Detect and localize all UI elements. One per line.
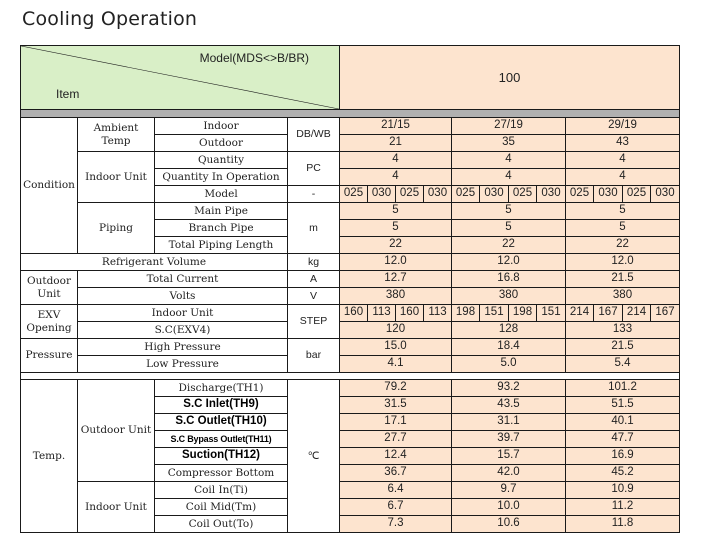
cell-value: 167 — [651, 305, 680, 322]
table-row — [21, 482, 680, 499]
row-label-volts: Volts — [78, 288, 288, 305]
cell-value: 4 — [340, 152, 452, 169]
cell-value: 39.7 — [452, 431, 566, 448]
cell-value: 160 — [340, 305, 368, 322]
cell-value: 025 — [509, 186, 537, 203]
cell-value: 10.6 — [452, 516, 566, 533]
cell-value: 51.5 — [566, 397, 680, 414]
cell-value: 030 — [480, 186, 509, 203]
unit-bar: bar — [288, 339, 340, 373]
cell-value: 030 — [368, 186, 396, 203]
cell-value: 17.1 — [340, 414, 452, 431]
row-label-compressor-bottom: Compressor Bottom — [155, 465, 288, 482]
cell-value: 35 — [452, 135, 566, 152]
cell-value: 167 — [594, 305, 623, 322]
cell-value: 4 — [566, 152, 680, 169]
row-label-suction: Suction(TH12) — [155, 448, 288, 465]
item-model-header — [21, 46, 340, 110]
cell-value: 11.2 — [566, 499, 680, 516]
cell-value: 15.7 — [452, 448, 566, 465]
table-row — [21, 322, 680, 339]
cell-value: 47.7 — [566, 431, 680, 448]
cell-value: 6.7 — [340, 499, 452, 516]
table-row — [21, 271, 680, 288]
cell-value: 214 — [566, 305, 594, 322]
cell-value: 030 — [424, 186, 452, 203]
cell-value: 025 — [396, 186, 424, 203]
cell-value: 22 — [452, 237, 566, 254]
cell-value: 11.8 — [566, 516, 680, 533]
cooling-operation-table — [20, 45, 680, 533]
subgroup-indoor-unit-temp: Indoor Unit — [78, 482, 155, 533]
row-label-coil-out: Coil Out(To) — [155, 516, 288, 533]
cell-value: 380 — [452, 288, 566, 305]
cell-value: 113 — [368, 305, 396, 322]
cell-value: 160 — [396, 305, 424, 322]
cell-value: 120 — [340, 322, 452, 339]
cell-value: 198 — [452, 305, 480, 322]
cell-value: 22 — [566, 237, 680, 254]
row-label-model: Model — [155, 186, 288, 203]
cell-value: 10.0 — [452, 499, 566, 516]
header-row — [21, 46, 680, 110]
row-label-total-piping-length: Total Piping Length — [155, 237, 288, 254]
row-label-low-pressure: Low Pressure — [78, 356, 288, 373]
cell-value: 5.4 — [566, 356, 680, 373]
cell-value: 21.5 — [566, 271, 680, 288]
cell-value: 27.7 — [340, 431, 452, 448]
cell-value: 40.1 — [566, 414, 680, 431]
cell-value: 10.9 — [566, 482, 680, 499]
row-label-sc-inlet: S.C Inlet(TH9) — [155, 397, 288, 414]
cell-value: 4 — [452, 152, 566, 169]
group-temp: Temp. — [21, 380, 78, 533]
cell-value: 4 — [566, 169, 680, 186]
subgroup-indoor-unit: Indoor Unit — [78, 152, 155, 203]
unit-dbwb: DB/WB — [288, 118, 340, 152]
cell-value: 12.4 — [340, 448, 452, 465]
cell-value: 12.7 — [340, 271, 452, 288]
row-label-sc-outlet: S.C Outlet(TH10) — [155, 414, 288, 431]
cell-value: 5 — [452, 203, 566, 220]
table-row — [21, 356, 680, 373]
cell-value: 15.0 — [340, 339, 452, 356]
unit-step: STEP — [288, 305, 340, 339]
cell-value: 16.9 — [566, 448, 680, 465]
cell-value: 36.7 — [340, 465, 452, 482]
item-header-label: Item — [56, 87, 80, 101]
cell-value: 030 — [651, 186, 680, 203]
cell-value: 31.5 — [340, 397, 452, 414]
cell-value: 6.4 — [340, 482, 452, 499]
row-label-coil-in: Coil In(Ti) — [155, 482, 288, 499]
cell-value: 5 — [566, 220, 680, 237]
row-label-outdoor: Outdoor — [155, 135, 288, 152]
cell-value: 21/15 — [340, 118, 452, 135]
row-label-discharge: Discharge(TH1) — [155, 380, 288, 397]
table-row — [21, 380, 680, 397]
unit-dash: - — [288, 186, 340, 203]
cell-value: 025 — [452, 186, 480, 203]
row-label-quantity-in-operation: Quantity In Operation — [155, 169, 288, 186]
row-label-quantity: Quantity — [155, 152, 288, 169]
table-row — [21, 254, 680, 271]
separator-row — [21, 110, 680, 118]
cell-value: 5 — [566, 203, 680, 220]
page-title: Cooling Operation — [22, 8, 198, 30]
cell-value: 4.1 — [340, 356, 452, 373]
cell-value: 43.5 — [452, 397, 566, 414]
cell-value: 5 — [340, 220, 452, 237]
cell-value: 12.0 — [566, 254, 680, 271]
table-row — [21, 305, 680, 322]
cell-value: 4 — [452, 169, 566, 186]
model-header-label: Model(MDS<>B/BR) — [199, 51, 309, 65]
cell-value: 7.3 — [340, 516, 452, 533]
cell-value: 79.2 — [340, 380, 452, 397]
unit-celsius: ℃ — [288, 380, 340, 533]
cell-value: 133 — [566, 322, 680, 339]
cell-value: 12.0 — [452, 254, 566, 271]
table-row — [21, 152, 680, 169]
cell-value: 42.0 — [452, 465, 566, 482]
row-label-refrigerant-volume: Refrigerant Volume — [21, 254, 288, 271]
subgroup-outdoor-unit-temp: Outdoor Unit — [78, 380, 155, 482]
row-label-exv-indoor-unit: Indoor Unit — [78, 305, 288, 322]
cell-value: 380 — [566, 288, 680, 305]
separator — [21, 110, 680, 118]
model-value: 100 — [340, 46, 680, 110]
table-row — [21, 203, 680, 220]
cell-value: 45.2 — [566, 465, 680, 482]
cell-value: 12.0 — [340, 254, 452, 271]
unit-m: m — [288, 203, 340, 254]
cell-value: 21 — [340, 135, 452, 152]
cell-value: 214 — [623, 305, 651, 322]
cell-value: 16.8 — [452, 271, 566, 288]
row-label-sc-exv4: S.C(EXV4) — [78, 322, 288, 339]
row-label-branch-pipe: Branch Pipe — [155, 220, 288, 237]
cell-value: 030 — [594, 186, 623, 203]
group-outdoor-unit: Outdoor Unit — [21, 271, 78, 305]
cell-value: 5 — [452, 220, 566, 237]
row-label-main-pipe: Main Pipe — [155, 203, 288, 220]
cell-value: 5.0 — [452, 356, 566, 373]
row-label-indoor: Indoor — [155, 118, 288, 135]
group-condition: Condition — [21, 118, 78, 254]
cell-value: 29/19 — [566, 118, 680, 135]
spacer-row — [21, 373, 680, 380]
cell-value: 5 — [340, 203, 452, 220]
cell-value: 025 — [340, 186, 368, 203]
cell-value: 4 — [340, 169, 452, 186]
unit-pc: PC — [288, 152, 340, 186]
cell-value: 31.1 — [452, 414, 566, 431]
group-pressure: Pressure — [21, 339, 78, 373]
group-exv-opening: EXV Opening — [21, 305, 78, 339]
cell-value: 025 — [623, 186, 651, 203]
row-label-coil-mid: Coil Mid(Tm) — [155, 499, 288, 516]
cell-value: 151 — [537, 305, 566, 322]
row-label-sc-bypass-outlet: S.C Bypass Outlet(TH11) — [155, 431, 288, 448]
cell-value: 27/19 — [452, 118, 566, 135]
unit-kg: kg — [288, 254, 340, 271]
cell-value: 101.2 — [566, 380, 680, 397]
cell-value: 22 — [340, 237, 452, 254]
cell-value: 151 — [480, 305, 509, 322]
cell-value: 21.5 — [566, 339, 680, 356]
spacer — [21, 373, 680, 380]
cell-value: 380 — [340, 288, 452, 305]
unit-a: A — [288, 271, 340, 288]
table-row — [21, 288, 680, 305]
subgroup-piping: Piping — [78, 203, 155, 254]
cell-value: 128 — [452, 322, 566, 339]
row-label-high-pressure: High Pressure — [78, 339, 288, 356]
cell-value: 030 — [537, 186, 566, 203]
cell-value: 9.7 — [452, 482, 566, 499]
cell-value: 113 — [424, 305, 452, 322]
cell-value: 93.2 — [452, 380, 566, 397]
cell-value: 198 — [509, 305, 537, 322]
table-row — [21, 118, 680, 135]
cell-value: 18.4 — [452, 339, 566, 356]
unit-v: V — [288, 288, 340, 305]
cell-value: 43 — [566, 135, 680, 152]
subgroup-ambient-temp: Ambient Temp — [78, 118, 155, 152]
table-row — [21, 339, 680, 356]
row-label-total-current: Total Current — [78, 271, 288, 288]
cell-value: 025 — [566, 186, 594, 203]
